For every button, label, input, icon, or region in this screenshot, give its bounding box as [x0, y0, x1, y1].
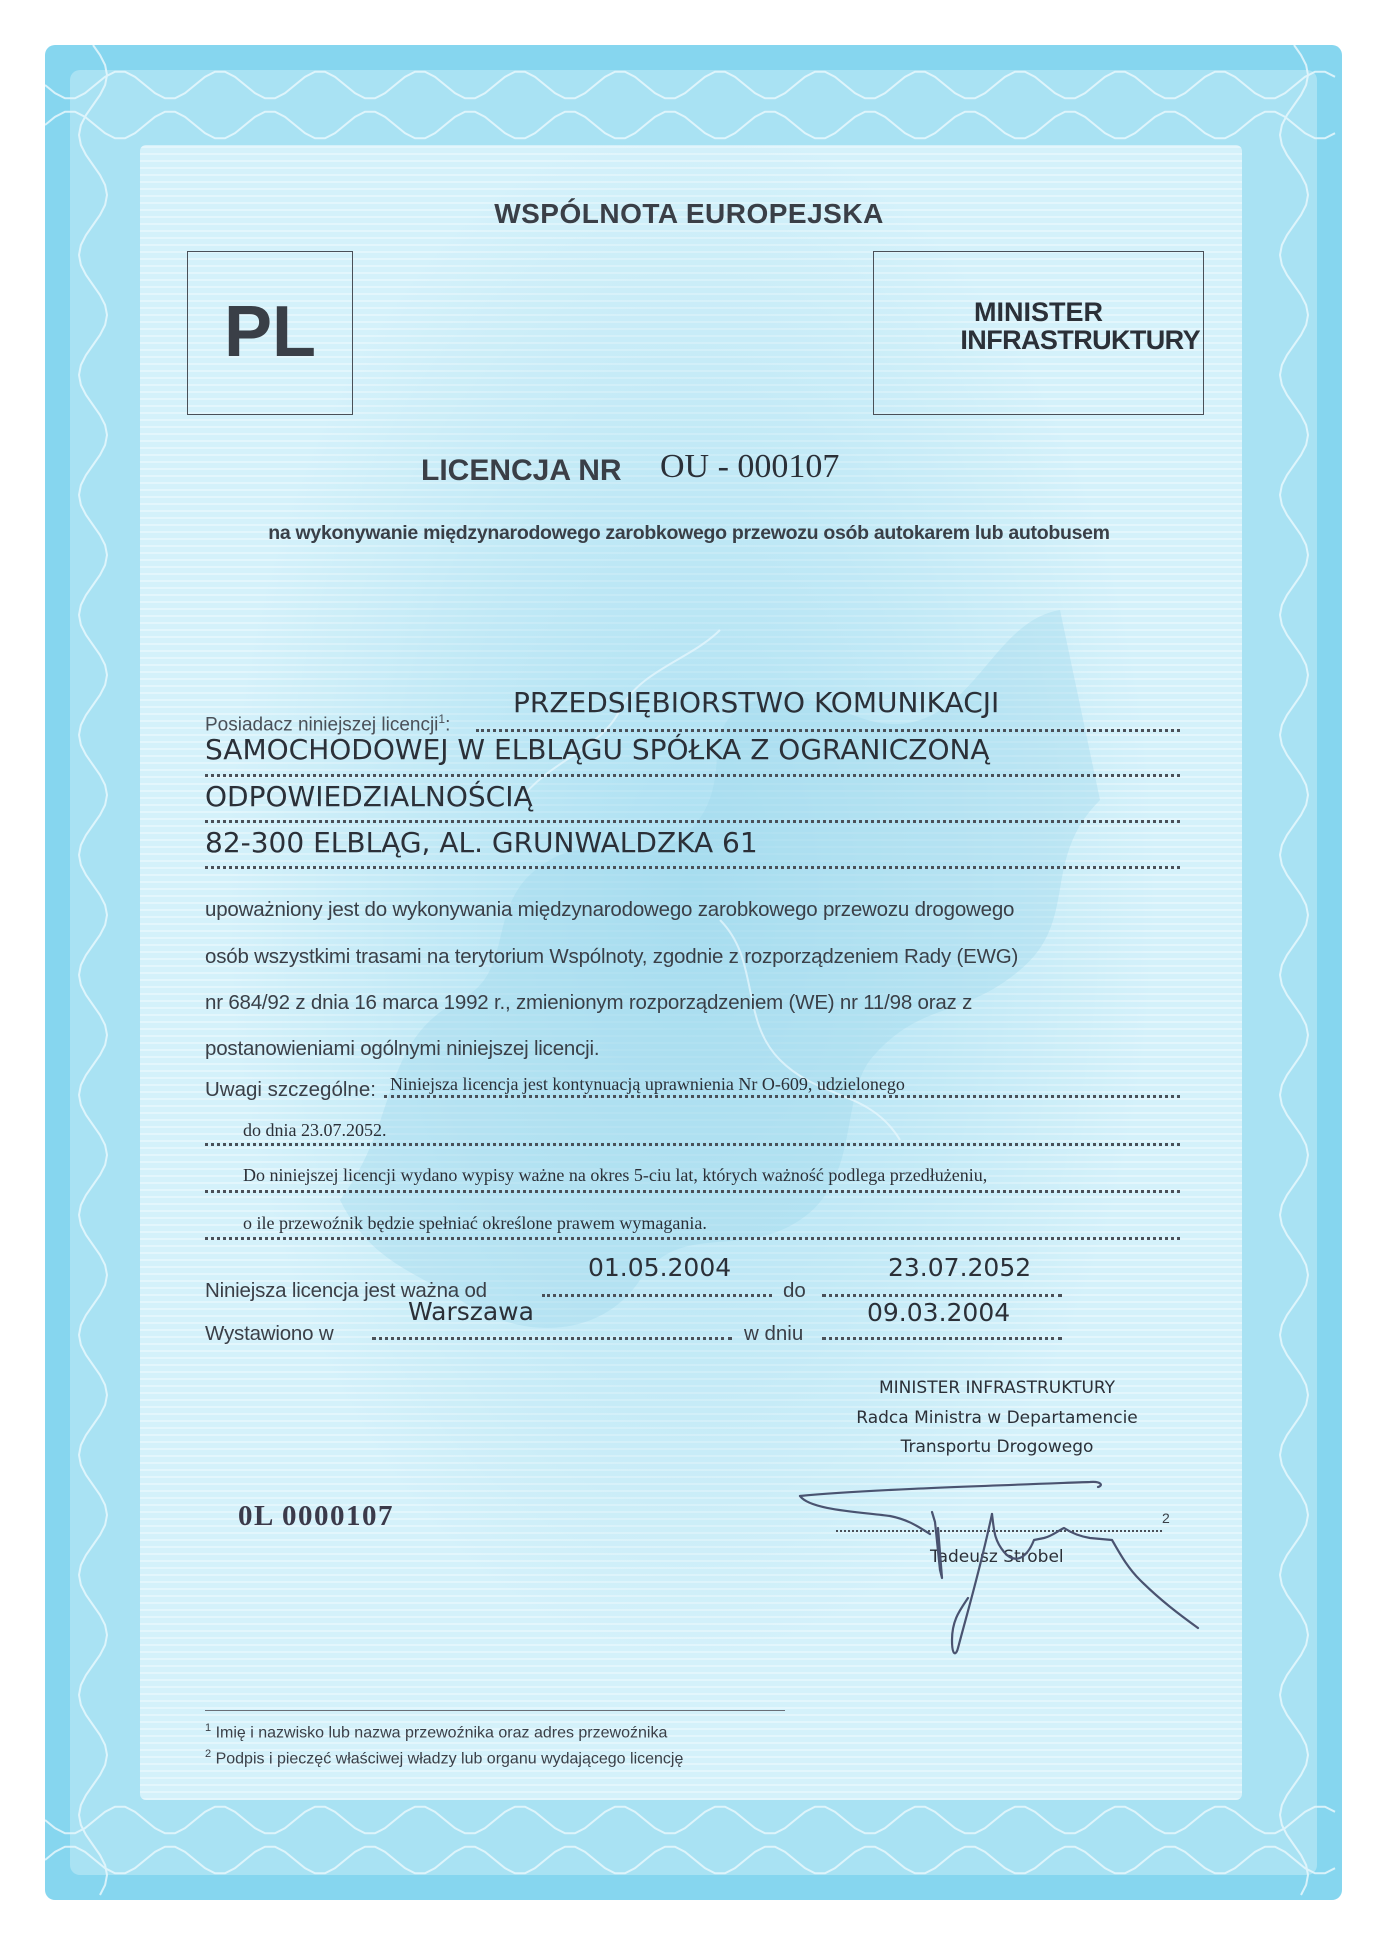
footnote-ref-2: 2 [1162, 1510, 1170, 1526]
footnote-2-ref: 2 [205, 1748, 212, 1760]
validity-from-dotted-line [542, 1294, 772, 1297]
remarks-line-1: Niniejsza licencja jest kontynuacją uprawnienia Nr O-609, udzielonego [390, 1074, 905, 1094]
wave-top-line [45, 112, 1335, 139]
remarks-label: Uwagi szczególne: [205, 1078, 376, 1101]
community-title: WSPÓLNOTA EUROPEJSKA [494, 198, 884, 229]
footnote-ref-1: 1 [438, 712, 446, 726]
authorization-line-1: upoważniony jest do wykonywania międzynarodowego zarobkowego przewozu drogowego [205, 898, 1015, 921]
holder-line-2: SAMOCHODOWEJ W ELBLĄGU SPÓŁKA Z OGRANICZONĄ [205, 733, 990, 766]
serial-number: 0L 0000107 [238, 1500, 394, 1532]
validity-to-dotted-line [822, 1294, 1062, 1297]
remarks-line-4: o ile przewoźnik będzie spełniać określone prawem wymagania. [243, 1213, 707, 1233]
validity-to-date: 23.07.2052 [888, 1253, 1032, 1282]
signatory-department: Transportu Drogowego [900, 1437, 1094, 1457]
footnote-1-ref: 1 [205, 1722, 212, 1734]
country-code: PL [223, 292, 316, 372]
remarks-dotted-line-3 [205, 1190, 1180, 1193]
wave-bottom-line [45, 1807, 1335, 1834]
issue-date: 09.03.2004 [867, 1298, 1011, 1327]
signatory-name: Tadeusz Strobel [930, 1547, 1064, 1567]
signatory-title: MINISTER INFRASTRUKTURY [879, 1378, 1115, 1398]
license-number: OU - 000107 [660, 448, 840, 485]
authorization-line-4: postanowieniami ogólnymi niniejszej licencji. [205, 1037, 600, 1060]
authorization-line-2: osób wszystkimi trasami na terytorium Wspólnoty, zgodnie z rozporządzeniem Rady (EWG) [205, 945, 1019, 968]
wave-top-line [45, 72, 1335, 99]
holder-line-3: ODPOWIEDZIALNOŚCIĄ [205, 780, 533, 813]
issue-place: Warszawa [408, 1297, 534, 1326]
issuing-authority-box [873, 251, 1204, 415]
validity-to-label: do [783, 1279, 806, 1302]
country-code-box [187, 251, 353, 415]
footnote-2 [205, 1748, 683, 1768]
issue-place-label: Wystawiono w [205, 1322, 334, 1345]
footnote-1 [205, 1722, 667, 1742]
signatory-position: Radca Ministra w Departamencie [856, 1408, 1138, 1428]
holder-line-1: PRZEDSIĘBIORSTWO KOMUNIKACJI [513, 686, 1000, 719]
wave-left-line [79, 45, 107, 1895]
holder-dotted-line-3 [205, 820, 1180, 823]
remarks-line-3: Do niniejszej licencji wydano wypisy ważne na okres 5-ciu lat, których ważność podlega przedłużeniu, [243, 1165, 988, 1185]
issue-date-dotted-line [822, 1337, 1062, 1340]
authority-line-1: MINISTER [973, 297, 1103, 327]
handwritten-signature [780, 1470, 1200, 1670]
wave-right-line [1280, 45, 1308, 1895]
authority-line-2: INFRASTRUKTURY [960, 325, 1200, 355]
holder-dotted-line-1 [476, 729, 1180, 732]
issue-date-label: w dniu [744, 1322, 804, 1345]
authorization-line-3: nr 684/92 z dnia 16 marca 1992 r., zmienionym rozporządzeniem (WE) nr 11/98 oraz z [205, 991, 973, 1014]
license-subtitle: na wykonywanie międzynarodowego zarobkowego przewozu osób autokarem lub autobusem [268, 522, 1110, 544]
holder-dotted-line-4 [205, 866, 1180, 869]
validity-label: Niniejsza licencja jest ważna od [205, 1279, 487, 1302]
remarks-dotted-line-1 [384, 1095, 1180, 1098]
remarks-dotted-line-2 [205, 1143, 1180, 1146]
remarks-dotted-line-4 [205, 1237, 1180, 1240]
holder-dotted-line-2 [205, 774, 1180, 777]
issue-place-dotted-line [372, 1337, 732, 1340]
wave-bottom-line [45, 1847, 1335, 1874]
holder-line-4: 82-300 ELBLĄG, AL. GRUNWALDZKA 61 [205, 826, 758, 859]
license-title-label: LICENCJA NR [421, 454, 622, 487]
footnote-1-text: Imię i nazwisko lub nazwa przewoźnika oraz adres przewoźnika [215, 1724, 668, 1742]
holder-label-text: Posiadacz niniejszej licencji [205, 714, 439, 736]
footnote-2-text: Podpis i pieczęć właściwej władzy lub organu wydającego licencję [215, 1750, 684, 1768]
validity-from-date: 01.05.2004 [588, 1253, 732, 1282]
remarks-line-2: do dnia 23.07.2052. [243, 1120, 387, 1140]
holder-label-colon: : [445, 714, 451, 736]
footnote-divider [205, 1710, 785, 1711]
